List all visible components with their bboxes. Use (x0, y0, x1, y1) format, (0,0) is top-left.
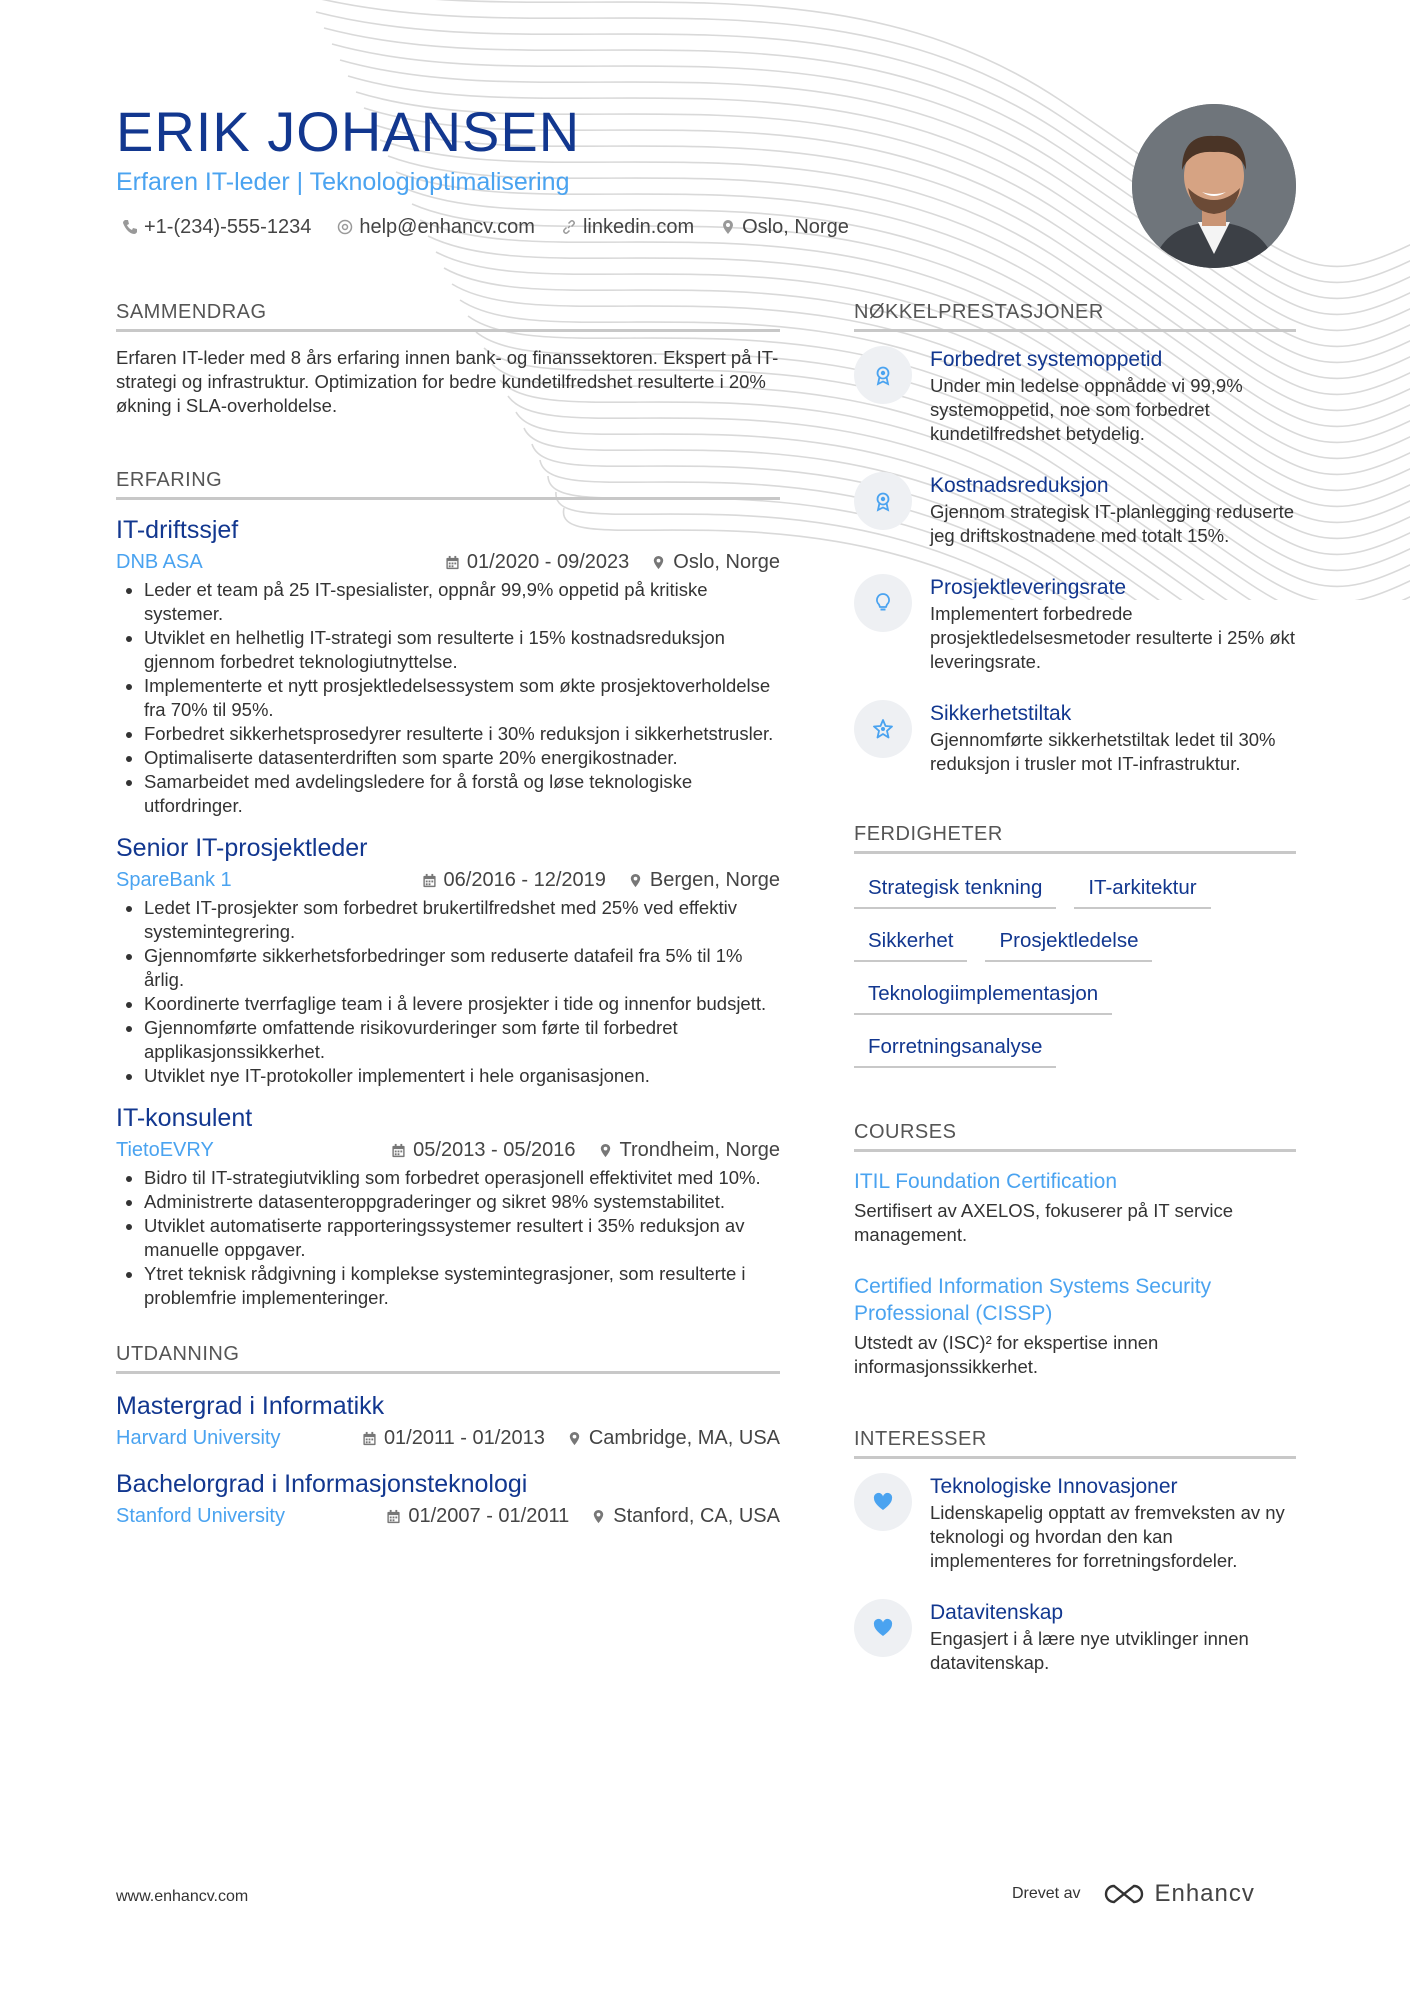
course-description: Utstedt av (ISC)² for ekspertise innen informasjonssikkerhet. (854, 1332, 1159, 1377)
job-dates-text: 06/2016 - 12/2019 (443, 869, 606, 891)
interest-text (930, 1599, 1296, 1675)
brand-name: Enhancv (1154, 1880, 1255, 1907)
achievement-title: Forbedret systemoppetid (930, 348, 1163, 371)
course-title: ITIL Foundation Certification (854, 1170, 1118, 1193)
education-dates-text: 01/2011 - 01/2013 (383, 1427, 545, 1449)
job-title: IT-driftssjef (116, 516, 239, 544)
achievement-description: Gjennom strategisk IT-planlegging reduserte jeg driftskostnadene med totalt 15%. (930, 501, 1295, 546)
interest-description: Lidenskapelig opptatt av fremveksten av ny teknologi og hvordan den kan implementeres for forretningsfordeler. (930, 1502, 1285, 1571)
interest-item (854, 1473, 1296, 1573)
right-column (854, 300, 1296, 1675)
education-dates (386, 1502, 569, 1530)
education-meta (116, 1502, 780, 1530)
job-location-text: Bergen, Norge (649, 869, 780, 891)
course-item (854, 1273, 1296, 1379)
education-dates (362, 1424, 545, 1452)
contact-phone (122, 214, 311, 240)
interests-list (854, 1473, 1296, 1675)
experience-list (116, 514, 780, 1310)
skills-list (854, 874, 1284, 1068)
job-location-text: Oslo, Norge (673, 551, 780, 573)
skills-section-title: FERDIGHETER (854, 822, 1296, 854)
profile-photo-illustration (1132, 104, 1296, 268)
left-column (116, 300, 780, 1530)
job-bullet: • Ytret teknisk rådgivning i komplekse systemintegrasjoner, som resulterte i problemfrie implementeringer. (144, 1262, 780, 1310)
achievement-text (930, 700, 1296, 776)
linkedin-text: linkedin.com (582, 216, 695, 238)
education-entry (116, 1390, 780, 1452)
job-entry (116, 1102, 780, 1310)
heart-icon (854, 1473, 912, 1531)
job-location (598, 1136, 780, 1164)
calendar-icon (386, 1509, 401, 1524)
location-pin-icon (591, 1509, 606, 1524)
job-bullet: • Koordinerte tverrfaglige team i å levere prosjekter i tide og innenfor budsjett. (144, 992, 780, 1016)
courses-section-title: COURSES (854, 1120, 1296, 1152)
job-dates (422, 866, 606, 894)
job-bullet: • Bidro til IT-strategiutvikling som forbedret operasjonell effektivitet med 10%. (144, 1166, 780, 1190)
job-bullets (116, 1166, 780, 1310)
job-entry (116, 832, 780, 1088)
skill-tag: Teknologiimplementasjon (854, 980, 1112, 1015)
job-title: Senior IT-prosjektleder (116, 834, 368, 862)
achievement-description: Under min ledelse oppnådde vi 99,9% systemoppetid, noe som forbedret kundetilfredshet betydelig. (930, 375, 1243, 444)
job-bullet: • Administrerte datasenteroppgraderinger og sikret 98% systemstabilitet. (144, 1190, 780, 1214)
calendar-icon (391, 1143, 406, 1158)
course-item (854, 1168, 1296, 1247)
achievement-item (854, 472, 1296, 548)
award-icon (854, 472, 912, 530)
job-entry (116, 514, 780, 818)
school-name: Harvard University (116, 1427, 281, 1449)
job-title: IT-konsulent (116, 1104, 253, 1132)
skill-tag: Forretningsanalyse (854, 1033, 1056, 1068)
job-bullet: • Optimaliserte datasenterdriften som sparte 20% energikostnader. (144, 746, 780, 770)
achievement-item (854, 700, 1296, 776)
contact-info (122, 214, 849, 240)
interest-title: Teknologiske Innovasjoner (930, 1475, 1178, 1498)
profile-photo (1132, 104, 1296, 268)
achievement-text (930, 346, 1296, 446)
education-location (567, 1424, 780, 1452)
achievement-description: Implementert forbedrede prosjektledelsesmetoder resulterte i 25% økt leveringsrate. (930, 603, 1296, 672)
achievements-list (854, 346, 1296, 776)
school-name: Stanford University (116, 1505, 285, 1527)
heart-icon (854, 1599, 912, 1657)
achievement-title: Sikkerhetstiltak (930, 702, 1072, 725)
interest-text (930, 1473, 1296, 1573)
link-icon (561, 219, 577, 235)
location-pin-icon (720, 219, 736, 235)
powered-by-label: Drevet av (1012, 1885, 1081, 1902)
location-text: Oslo, Norge (742, 216, 849, 238)
job-meta (116, 866, 780, 894)
contact-email[interactable] (337, 214, 535, 240)
interest-item (854, 1599, 1296, 1675)
job-bullet: • Forbedret sikkerhetsprosedyrer resulterte i 30% reduksjon i sikkerhetstrusler. (144, 722, 780, 746)
skill-tag: Prosjektledelse (985, 927, 1152, 962)
location-pin-icon (651, 555, 666, 570)
achievements-section-title: NØKKELPRESTASJONER (854, 300, 1296, 332)
candidate-headline: Erfaren IT-leder | Teknologioptimalisering (116, 168, 570, 196)
skill-tag: Strategisk tenkning (854, 874, 1056, 909)
courses-list (854, 1168, 1296, 1379)
summary-text: Erfaren IT-leder med 8 års erfaring innen bank- og finanssektoren. Ekspert på IT-strategi og infrastruktur. Optimization for bedre kundetilfredshet resulterte i 20% økning i SLA-overholdelse. (116, 347, 779, 416)
job-bullet: • Ledet IT-prosjekter som forbedret brukertilfredshet med 25% ved effektiv systemintegrering. (144, 896, 780, 944)
skill-tag: Sikkerhet (854, 927, 967, 962)
location-pin-icon (628, 873, 643, 888)
interest-description: Engasjert i å lære nye utviklinger innen datavitenskap. (930, 1628, 1249, 1673)
footer-website[interactable]: www.enhancv.com (116, 1888, 249, 1905)
education-section-title: UTDANNING (116, 1342, 780, 1374)
achievement-item (854, 574, 1296, 674)
calendar-icon (422, 873, 437, 888)
star-icon (854, 700, 912, 758)
candidate-name: ERIK JOHANSEN (116, 100, 581, 163)
education-meta (116, 1424, 780, 1452)
experience-section-title: ERFARING (116, 468, 780, 500)
achievement-description: Gjennomførte sikkerhetstiltak ledet til 30% reduksjon i trusler mot IT-infrastruktur. (930, 729, 1276, 774)
location-pin-icon (567, 1431, 582, 1446)
education-location-text: Cambridge, MA, USA (588, 1427, 780, 1449)
at-sign-icon (337, 219, 353, 235)
calendar-icon (362, 1431, 377, 1446)
interest-title: Datavitenskap (930, 1601, 1064, 1624)
job-meta (116, 1136, 780, 1164)
education-location (591, 1502, 780, 1530)
job-dates (445, 548, 629, 576)
degree-title: Bachelorgrad i Informasjonsteknologi (116, 1470, 528, 1498)
skill-tag: IT-arkitektur (1074, 874, 1210, 909)
job-location-text: Trondheim, Norge (619, 1139, 780, 1161)
summary-section-title: SAMMENDRAG (116, 300, 780, 332)
job-bullet: • Gjennomførte sikkerhetsforbedringer som reduserte datafeil fra 5% til 1% årlig. (144, 944, 780, 992)
phone-text: +1-(234)-555-1234 (144, 216, 312, 238)
achievement-text (930, 574, 1296, 674)
enhancv-logo-icon (1102, 1883, 1146, 1905)
job-bullets (116, 896, 780, 1088)
contact-location (720, 214, 849, 240)
job-location (651, 548, 780, 576)
location-pin-icon (598, 1143, 613, 1158)
footer-branding (1012, 1880, 1255, 1908)
award-icon (854, 346, 912, 404)
calendar-icon (445, 555, 460, 570)
achievement-title: Prosjektleveringsrate (930, 576, 1127, 599)
degree-title: Mastergrad i Informatikk (116, 1392, 385, 1420)
education-dates-text: 01/2007 - 01/2011 (408, 1505, 570, 1527)
interests-section-title: INTERESSER (854, 1427, 1296, 1459)
achievement-text (930, 472, 1296, 548)
company-name: SpareBank 1 (116, 869, 232, 891)
brand-logo (1102, 1880, 1254, 1908)
job-location (628, 866, 780, 894)
achievement-title: Kostnadsreduksjon (930, 474, 1109, 497)
course-title: Certified Information Systems Security Professional (CISSP) (854, 1275, 1212, 1325)
job-bullets (116, 578, 780, 818)
job-bullet: • Utviklet automatiserte rapporteringssystemer resultert i 35% reduksjon av manuelle oppgaver. (144, 1214, 780, 1262)
job-meta (116, 548, 780, 576)
job-dates-text: 01/2020 - 09/2023 (466, 551, 630, 573)
job-bullet: • Implementerte et nytt prosjektledelsessystem som økte prosjektoverholdelse fra 70% til 95%. (144, 674, 780, 722)
lightbulb-icon (854, 574, 912, 632)
education-entry (116, 1468, 780, 1530)
education-list (116, 1390, 780, 1530)
job-dates-text: 05/2013 - 05/2016 (413, 1139, 576, 1161)
company-name: DNB ASA (116, 551, 203, 573)
job-bullet: • Samarbeidet med avdelingsledere for å forstå og løse teknologiske utfordringer. (144, 770, 780, 818)
phone-icon (122, 219, 138, 235)
job-bullet: • Utviklet nye IT-protokoller implementert i hele organisasjonen. (144, 1064, 780, 1088)
contact-linkedin[interactable] (561, 214, 694, 240)
email-text: help@enhancv.com (359, 216, 535, 238)
achievement-item (854, 346, 1296, 446)
company-name: TietoEVRY (116, 1139, 214, 1161)
job-bullet: • Leder et team på 25 IT-spesialister, oppnår 99,9% oppetid på kritiske systemer. (144, 578, 780, 626)
course-description: Sertifisert av AXELOS, fokuserer på IT service management. (854, 1200, 1234, 1245)
education-location-text: Stanford, CA, USA (613, 1505, 780, 1527)
job-bullet: • Utviklet en helhetlig IT-strategi som resulterte i 15% kostnadsreduksjon gjennom forbedret teknologiutnyttelse. (144, 626, 780, 674)
job-bullet: • Gjennomførte omfattende risikovurderinger som førte til forbedret applikasjonssikkerhet. (144, 1016, 780, 1064)
job-dates (391, 1136, 575, 1164)
